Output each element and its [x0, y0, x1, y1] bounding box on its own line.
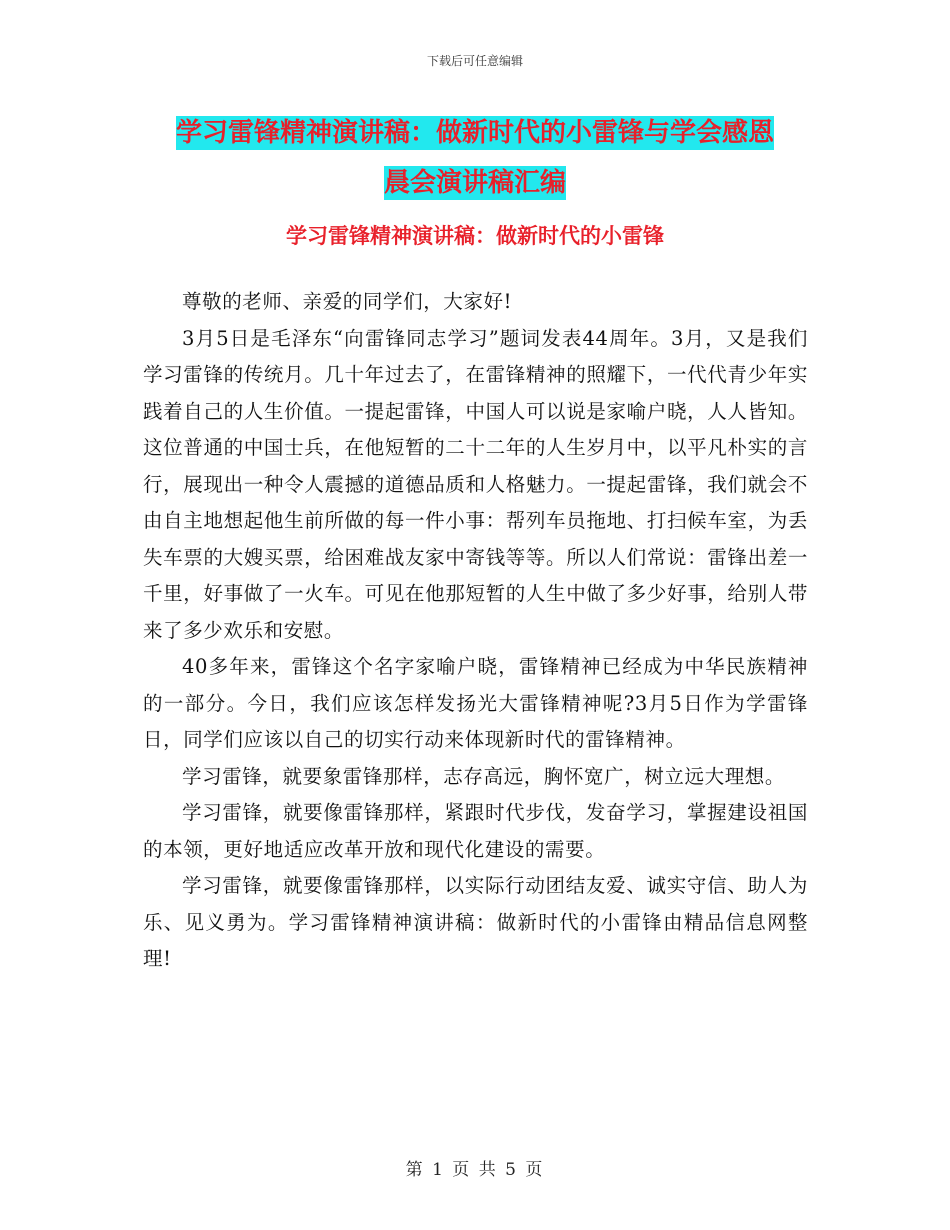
body-text	[143, 284, 808, 978]
page-number-footer: 第 1 页 共 5 页	[405, 1160, 545, 1180]
document-title-line-2: 晨会演讲稿汇编	[383, 168, 566, 198]
paragraph: 3月5日是毛泽东“向雷锋同志学习”题词发表44周年。3月，又是我们学习雷锋的传统月。几十年过去了，在雷锋精神的照耀下，一代代青少年实践着自己的人生价值。一提起雷锋，中国人可以说是家喻户晓，人人皆知。这位普通的中国士兵，在他短暂的二十二年的人生岁月中，以平凡朴实的言行，展现出一种令人震撼的道德品质和人格魅力。一提起雷锋，我们就会不由自主地想起他生前所做的每一件小事：帮列车员拖地、打扫候车室，为丢失车票的大嫂买票，给困难战友家中寄钱等等。所以人们常说：雷锋出差一千里，好事做了一火车。可见在他那短暂的人生中做了多少好事，给别人带来了多少欢乐和安慰。	[143, 326, 808, 642]
page-header-note: 下载后可任意编辑	[426, 54, 523, 68]
document-title-line-1: 学习雷锋精神演讲稿：做新时代的小雷锋与学会感恩	[175, 118, 774, 148]
paragraph: 学习雷锋，就要像雷锋那样，以实际行动团结友爱、诚实守信、助人为乐、见义勇为。学习雷锋精神演讲稿：做新时代的小雷锋由精品信息网整理!	[143, 874, 808, 970]
paragraph: 40多年来，雷锋这个名字家喻户晓，雷锋精神已经成为中华民族精神的一部分。今日，我们应该怎样发扬光大雷锋精神呢?3月5日作为学雷锋日，同学们应该以自己的切实行动来体现新时代的雷锋精神。	[143, 655, 808, 751]
paragraph-greeting: 尊敬的老师、亲爱的同学们，大家好!	[182, 290, 513, 313]
paragraph: 学习雷锋，就要象雷锋那样，志存高远，胸怀宽广，树立远大理想。	[182, 764, 786, 788]
section-heading: 学习雷锋精神演讲稿：做新时代的小雷锋	[286, 224, 664, 248]
paragraph: 学习雷锋，就要像雷锋那样，紧跟时代步伐，发奋学习，掌握建设祖国的本领，更好地适应改革开放和现代化建设的需要。	[143, 801, 808, 861]
document-title	[0, 108, 950, 208]
